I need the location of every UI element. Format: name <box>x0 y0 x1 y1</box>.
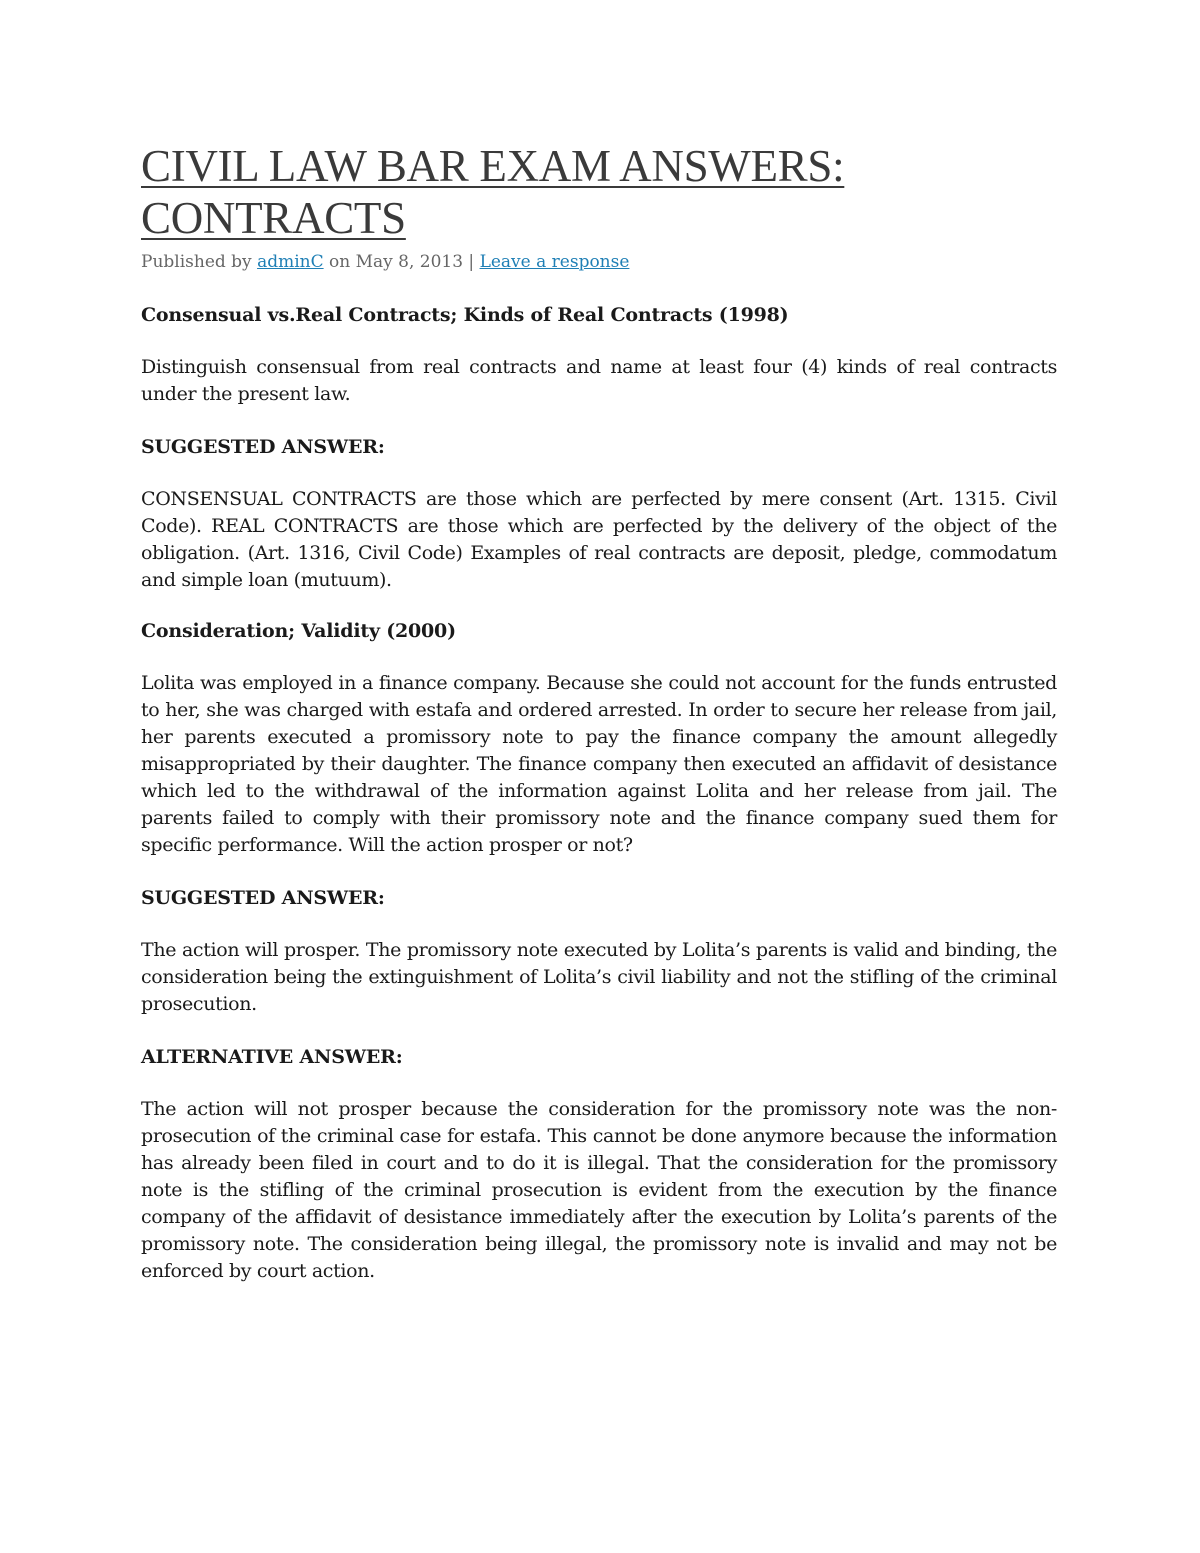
published-by-text: Published by <box>141 252 252 272</box>
author-link[interactable]: adminC <box>257 252 324 272</box>
published-date-text: on May 8, 2013 | <box>329 252 475 272</box>
suggested-answer-label-2: SUGGESTED ANSWER: <box>141 887 385 909</box>
question-1: Distinguish consensual from real contracts and name at least four (4) kinds of real contracts under the present law. <box>141 356 1057 405</box>
article <box>141 140 1057 1285</box>
post-meta <box>141 250 1057 274</box>
page-title <box>141 140 1057 244</box>
alternative-answer-label: ALTERNATIVE ANSWER: <box>141 1046 403 1068</box>
section-heading-1: Consensual vs.Real Contracts; Kinds of Real Contracts (1998) <box>141 304 789 326</box>
leave-response-link[interactable]: Leave a response <box>479 252 630 272</box>
answer-1: CONSENSUAL CONTRACTS are those which are perfected by mere consent (Art. 1315. Civil Code). REAL CONTRACTS are those which are perfected by the delivery of the object of the obligation. (Art. 1316, Civil Code) Examples of real contracts are deposit, pledge, commodatum and simple loan (mutuum). <box>141 488 1057 591</box>
suggested-answer-label-1: SUGGESTED ANSWER: <box>141 436 385 458</box>
section-heading-2: Consideration; Validity (2000) <box>141 620 456 642</box>
alternative-answer: The action will not prosper because the consideration for the promissory note was the non-prosecution of the criminal case for estafa. This cannot be done anymore because the information has already been filed in court and to do it is illegal. That the consideration for the promissory note is the stifling of the criminal prosecution is evident from the execution by the finance company of the affidavit of desistance immediately after the execution by Lolita’s parents of the promissory note. The consideration being illegal, the promissory note is invalid and may not be enforced by court action. <box>141 1098 1057 1282</box>
answer-2: The action will prosper. The promissory note executed by Lolita’s parents is valid and binding, the consideration being the extinguishment of Lolita’s civil liability and not the stifling of the criminal prosecution. <box>141 939 1057 1015</box>
question-2: Lolita was employed in a finance company. Because she could not account for the funds entrusted to her, she was charged with estafa and ordered arrested. In order to secure her release from jail, her parents executed a promissory note to pay the finance company the amount allegedly misappropriated by their daughter. The finance company then executed an affidavit of desistance which led to the withdrawal of the information against Lolita and her release from jail. The parents failed to comply with their promissory note and the finance company sued them for specific performance. Will the action prosper or not? <box>141 672 1057 856</box>
title-line-1: CIVIL LAW BAR EXAM ANSWERS: <box>141 141 845 191</box>
title-line-2: CONTRACTS <box>141 193 406 243</box>
